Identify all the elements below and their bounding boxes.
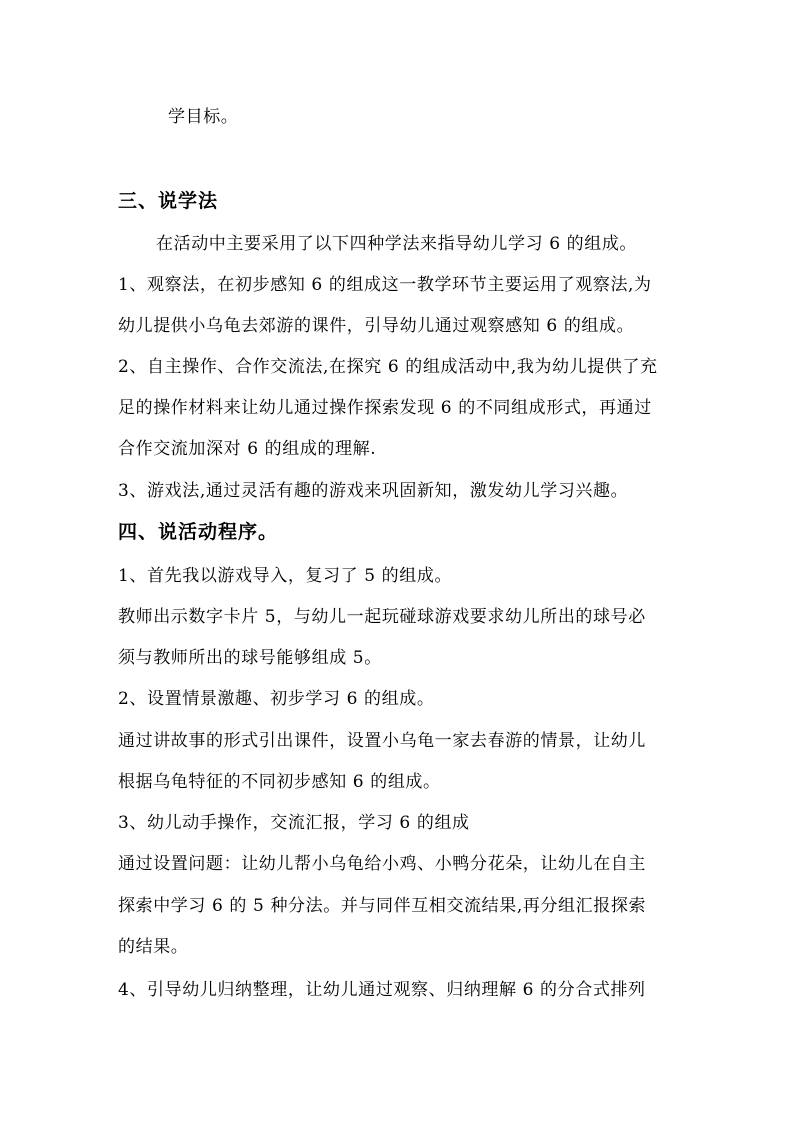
paragraph-line: 3、游戏法,通过灵活有趣的游戏来巩固新知，激发幼儿学习兴趣。 [118, 481, 629, 501]
section-heading-4: 四、说活动程序。 [118, 521, 279, 543]
paragraph-line: 的结果。 [118, 937, 189, 957]
paragraph-line: 足的操作材料来让幼儿通过操作探索发现 6 的不同组成形式，再通过 [118, 398, 652, 418]
paragraph-line: 1、观察法，在初步感知 6 的组成这一教学环节主要运用了观察法,为 [118, 275, 652, 295]
paragraph-line: 教师出示数字卡片 5，与幼儿一起玩碰球游戏要求幼儿所出的球号必 [118, 607, 646, 627]
paragraph-line: 1、首先我以游戏导入，复习了 5 的组成。 [118, 566, 453, 586]
paragraph-line: 探索中学习 6 的 5 种分法。并与同伴互相交流结果,再分组汇报探索 [118, 896, 647, 916]
paragraph-line: 4、引导幼儿归纳整理，让幼儿通过观察、归纳理解 6 的分合式排列 [118, 980, 646, 1000]
paragraph-line: 通过设置问题：让幼儿帮小乌龟给小鸡、小鸭分花朵，让幼儿在自主 [118, 854, 646, 874]
paragraph-line: 通过讲故事的形式引出课件，设置小乌龟一家去春游的情景，让幼儿 [118, 731, 646, 751]
paragraph-line: 须与教师所出的球号能够组成 5。 [118, 648, 382, 668]
paragraph-line: 根据乌龟特征的不同初步感知 6 的组成。 [118, 772, 441, 792]
paragraph-line: 2、自主操作、合作交流法,在探究 6 的组成活动中,我为幼儿提供了充 [118, 357, 658, 377]
paragraph-line: 2、设置情景激趣、初步学习 6 的组成。 [118, 689, 435, 709]
paragraph-line: 幼儿提供小乌龟去郊游的课件，引导幼儿通过观察感知 6 的组成。 [118, 316, 635, 336]
paragraph-line: 在活动中主要采用了以下四种学法来指导幼儿学习 6 的组成。 [156, 234, 638, 254]
paragraph-line: 3、幼儿动手操作，交流汇报，学习 6 的组成 [118, 813, 470, 833]
paragraph-line: 学目标。 [168, 107, 239, 127]
section-heading-3: 三、说学法 [118, 190, 219, 212]
paragraph-line: 合作交流加深对 6 的组成的理解. [118, 439, 377, 459]
